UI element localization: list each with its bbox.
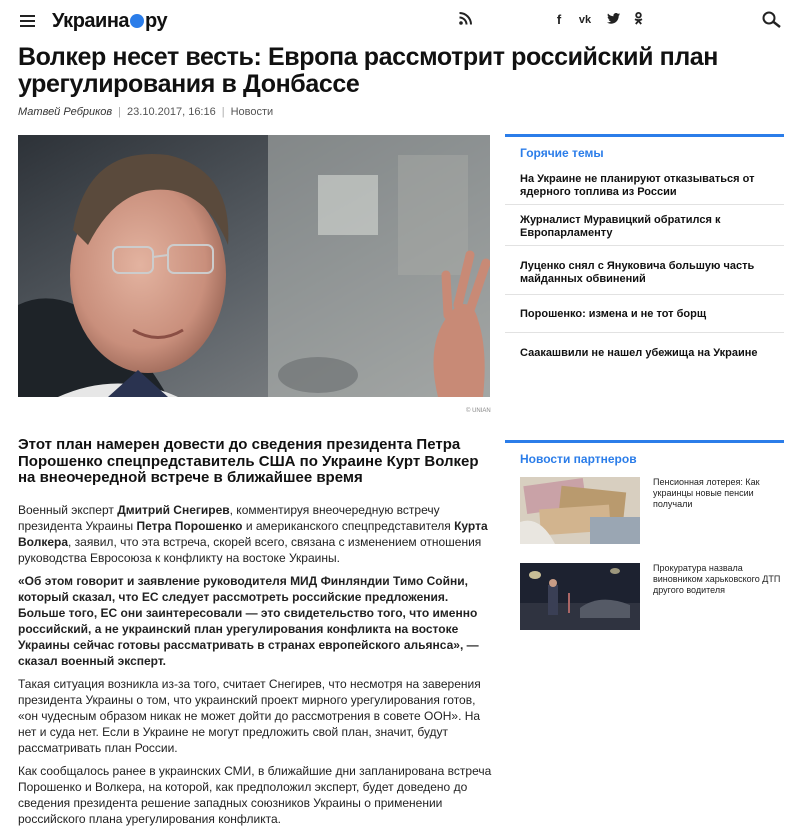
hamburger-icon[interactable] <box>20 15 35 27</box>
partner-thumbnail <box>520 563 640 630</box>
text-span: , комментируя внеочередную встречу президента Украины <box>18 503 440 533</box>
vk-icon[interactable] <box>576 12 594 28</box>
hot-topic-item[interactable]: Журналист Муравицкий обратился к Европарламенту <box>505 205 784 246</box>
hot-topics <box>505 134 784 373</box>
article-author[interactable]: Матвей Ребриков <box>18 106 113 118</box>
article-date: 23.10.2017, 16:16 <box>127 106 216 118</box>
person-name: Дмитрий Снегирев <box>117 503 230 517</box>
twitter-icon[interactable] <box>605 12 621 28</box>
hot-topics-title: Горячие темы <box>520 146 604 160</box>
hot-topic-item[interactable]: На Украине не планируют отказываться от ядерного топлива из России <box>505 164 784 205</box>
photo-credit: © UNIAN <box>466 408 491 414</box>
site-header <box>0 0 799 42</box>
partner-news-text: Пенсионная лотерея: Как украинцы новые пенсии получали <box>653 477 760 509</box>
article-body <box>18 502 496 834</box>
article-paragraph: Как сообщалось ранее в украинских СМИ, в ближайшие дни запланирована встреча Порошенко и Волкера, на которой, как предположил эксперт, будет доведено до сведения президента решение западных союзников Украины о применении российского плана урегулирования конфликта. <box>18 764 492 826</box>
article-category[interactable]: Новости <box>230 106 274 118</box>
text-span: , заявил, что эта встреча, скорей всего, связана с изменением отношения руководства Евросоюза к конфликту на востоке Украины. <box>18 535 482 565</box>
article-title: Волкер несет весть: Европа рассмотрит российский план урегулирования в Донбассе <box>18 43 719 98</box>
article-lead: Этот план намерен довести до сведения президента Петра Порошенко спецпредставитель США по Украине Курт Волкер на внеочередной встрече в ближайшее время <box>18 436 479 486</box>
text-span: и американского спецпредставителя <box>242 519 455 533</box>
meta-divider: | <box>221 106 225 118</box>
partner-news <box>505 440 784 613</box>
article-meta <box>18 106 273 118</box>
person-name: Петра Порошенко <box>136 519 243 533</box>
hot-topic-item[interactable]: Порошенко: измена и не тот борщ <box>505 295 784 333</box>
facebook-label: f <box>556 12 562 27</box>
article-quote: «Об этом говорит и заявление руководителя МИД Финляндии Тимо Сойни, который сказал, что ЕС следует рассмотреть российские предложения. Больше того, ЕС они заинтересовали — это свидетельство того, что именно российский, а не украинский план урегулирования конфликта на востоке Украины сейчас готовы рассматривать в странах европейского альянса», — сказал военный эксперт. <box>18 574 479 668</box>
person-name: Курта Волкера <box>18 519 488 549</box>
meta-divider: | <box>118 106 122 118</box>
logo-suffix: ру <box>145 10 168 32</box>
hot-topic-item[interactable]: Саакашвили не нашел убежища на Украине <box>520 347 758 359</box>
partner-news-title: Новости партнеров <box>520 452 637 466</box>
partner-thumbnail <box>520 477 640 544</box>
article-paragraph <box>18 502 496 566</box>
rss-icon[interactable] <box>457 12 473 28</box>
ok-icon[interactable] <box>630 12 646 28</box>
facebook-icon[interactable] <box>551 12 567 28</box>
logo-dot-icon <box>130 14 144 28</box>
logo-text: Украина <box>52 10 130 32</box>
text-span: Военный эксперт <box>18 503 118 517</box>
article-paragraph: Такая ситуация возникла из-за того, считает Снегирев, что несмотря на заверения президента Украины о том, что украинский проект мирного урегулирования готов, «он чудесным образом никак не может дойти до рассмотрения в совете ООН». На нет и суда нет. Если в Украине не могут предложить свой план, значит, будут рассматривать план России. <box>18 677 481 755</box>
hot-topic-item[interactable]: Луценко снял с Януковича большую часть майданных обвинений <box>505 246 784 295</box>
partner-news-text: Прокуратура назвала виновником харьковского ДТП другого водителя <box>653 563 781 595</box>
search-icon[interactable] <box>762 11 782 31</box>
partner-news-item[interactable] <box>520 477 784 544</box>
partner-news-item[interactable] <box>520 563 784 630</box>
article-photo <box>18 135 490 397</box>
vk-label: vk <box>578 14 592 26</box>
site-logo[interactable] <box>52 10 167 33</box>
